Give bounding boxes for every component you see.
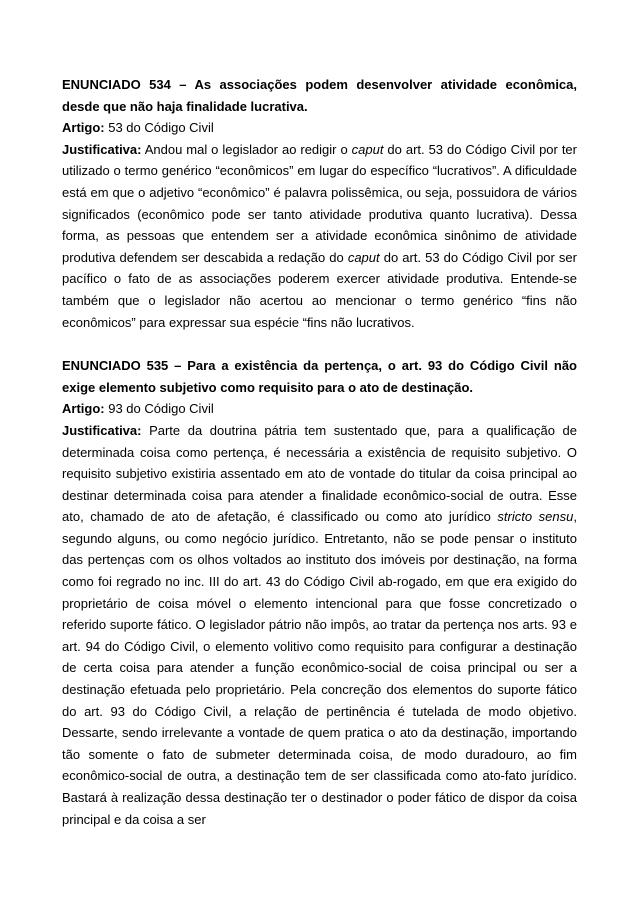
enunciado-title: ENUNCIADO 534 – As associações podem desenvolver atividade econômica, desde que não haja finalidade lucrativa. — [62, 77, 577, 114]
justificativa-italic: caput — [347, 249, 380, 265]
justificativa-text: do art. 53 do Código Civil por ter utilizado o termo genérico “econômicos” em lugar do específico “lucrativos”. A dificuldade está em que o adjetivo “econômico” é palavra polissêmica, ou seja, possuidora de vários significados (econômico pode ser tanto atividade produtiva quanto lucrativa). Dessa forma, as pessoas que entendem ser a atividade econômica sinônimo de atividade produtiva defendem ser descabida a redação do — [62, 141, 577, 265]
enunciado-535 — [62, 355, 577, 830]
artigo-label: Artigo: — [62, 120, 105, 136]
justificativa-paragraph — [62, 139, 577, 333]
artigo-label: Artigo: — [62, 401, 105, 417]
artigo-line — [62, 117, 577, 139]
document-page — [62, 74, 577, 830]
artigo-line — [62, 398, 577, 420]
section-spacer — [62, 333, 577, 355]
justificativa-italic: stricto sensu — [497, 509, 574, 525]
justificativa-text: , segundo alguns, ou como negócio jurídico. Entretanto, não se pode pensar o instituto das pertenças com os olhos voltados ao instituto dos imóveis por destinação, na forma como foi regrado no inc. III do art. 43 do Código Civil ab-rogado, em que era exigido do proprietário de coisa móvel o elemento intencional para que fosse concretizado o referido suporte fático. O legislador pátrio não impôs, ao tratar da pertença nos arts. 93 e art. 94 do Código Civil, o elemento volitivo como requisito para configurar a destinação de certa coisa para atender a função econômico-social de coisa principal ou ser a destinação efetuada pelo proprietário. Pela concreção dos elementos do suporte fático do art. 93 do Código Civil, a relação de pertinência é tutelada de modo objetivo. Dessarte, sendo irrelevante a vontade de quem pratica o ato da destinação, importando tão somente o fato de submeter determinada coisa, de modo duradouro, ao fim econômico-social de outra, a destinação tem de ser classificada como ato-fato jurídico. Bastará à realização dessa destinação ter o destinador o poder fático de dispor da coisa principal e da coisa a ser — [62, 509, 577, 827]
artigo-value: 93 do Código Civil — [104, 401, 214, 417]
justificativa-text: Andou mal o legislador ao redigir o — [141, 141, 352, 157]
enunciado-title: ENUNCIADO 535 – Para a existência da pertença, o art. 93 do Código Civil não exige elemento subjetivo como requisito para o ato de destinação. — [62, 358, 577, 395]
justificativa-label: Justificativa: — [62, 422, 142, 438]
justificativa-italic: caput — [351, 141, 384, 157]
justificativa-text: Parte da doutrina pátria tem sustentado que, para a qualificação de determinada coisa como pertença, é necessária a existência de requisito subjetivo. O requisito subjetivo existiria assentado em ato de vontade do titular da coisa principal ao destinar determinada coisa para atender a finalidade econômico-social de outra. Esse ato, chamado de ato de afetação, é classificado ou como ato jurídico — [62, 422, 577, 525]
artigo-value: 53 do Código Civil — [104, 120, 214, 136]
justificativa-text: do art. 53 do Código Civil por ser pacífico o fato de as associações poderem exercer atividade produtiva. Entende-se também que o legislador não acertou ao mencionar o termo genérico “fins não econômicos” para expressar sua espécie “fins não lucrativos. — [62, 249, 577, 330]
enunciado-534 — [62, 74, 577, 333]
justificativa-paragraph — [62, 420, 577, 830]
justificativa-label: Justificativa: — [62, 141, 142, 157]
